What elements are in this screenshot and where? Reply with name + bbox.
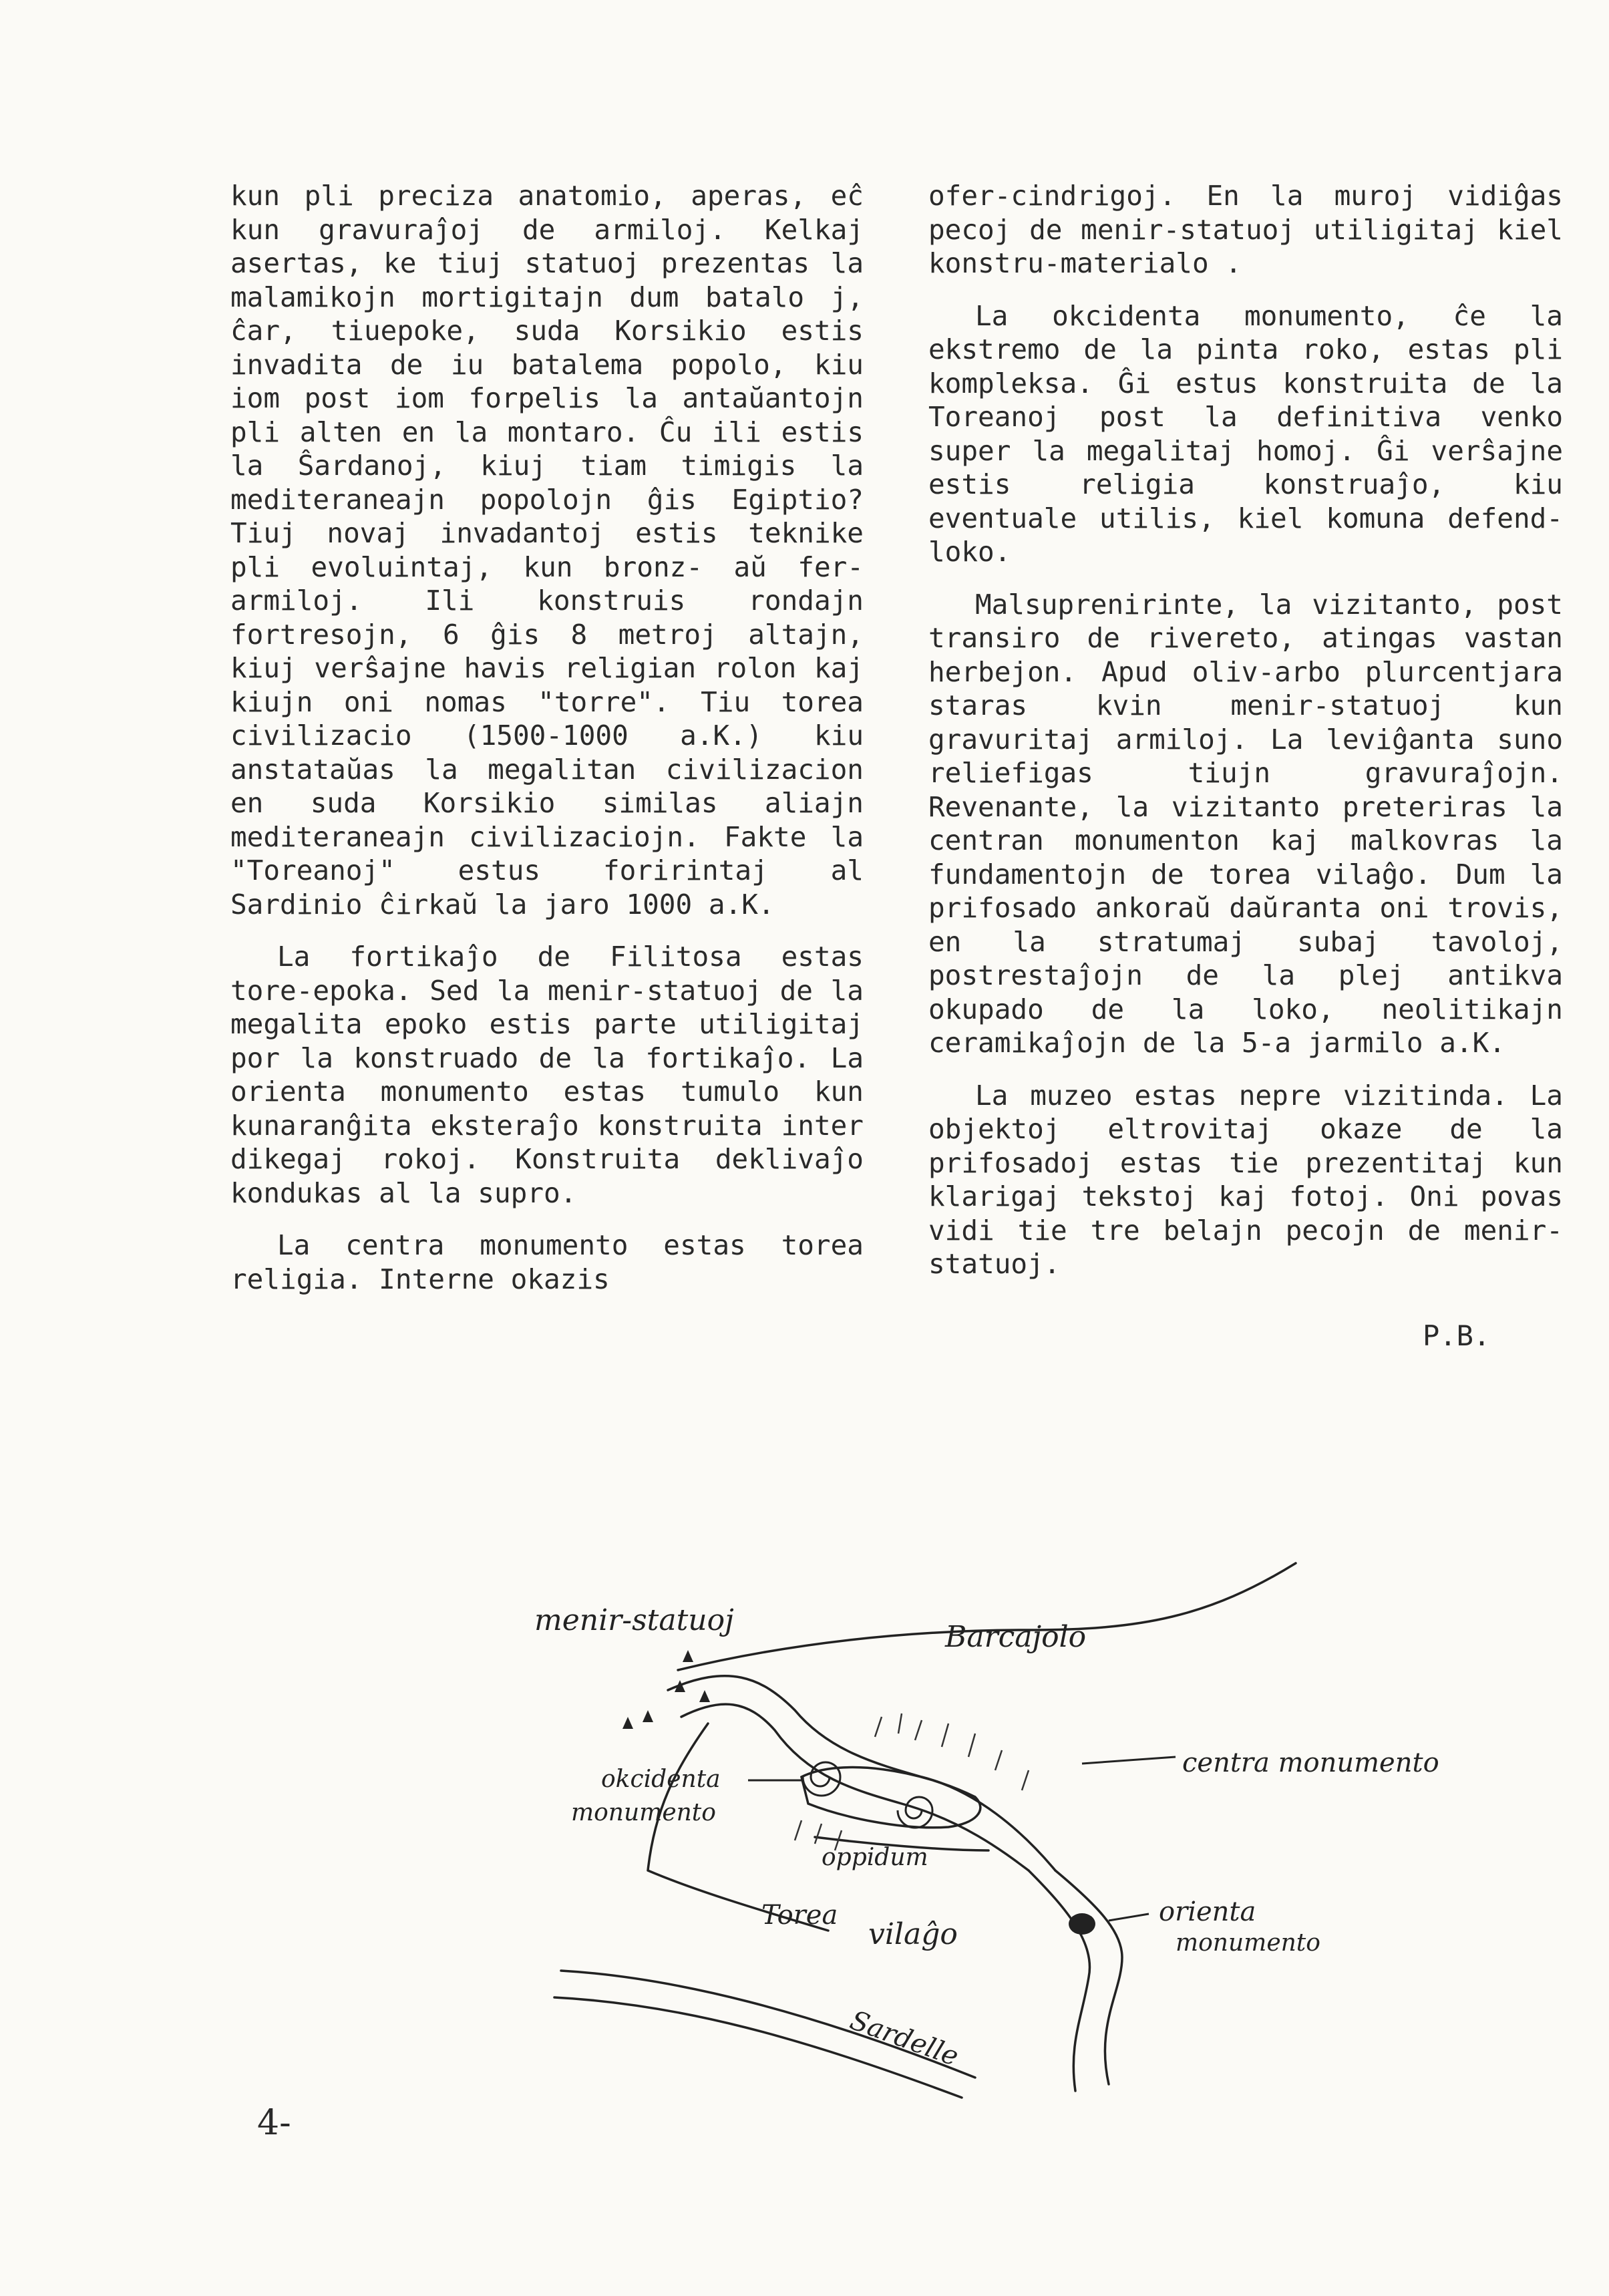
site-map-sketch: [508, 1556, 1439, 2104]
map-label-torea: Torea: [761, 1900, 838, 1931]
orient-monument-mark: [1069, 1913, 1095, 1935]
river-lower-course: [1029, 1870, 1122, 2091]
map-label-monumento-west: monumento: [571, 1799, 716, 1826]
map-label-sardelle: Sardelle: [846, 2005, 963, 2073]
paragraph: La okcidenta monumento, ĉe la ekstremo de la pinta roko, estas pli kompleksa. Ĝi estus konstruita de la Toreanoj post la definitiva venko super la megalitaj homoj. Ĝi verŝajne estis religia konstruaĵo, kiu eventuale utilis, kiel komuna defend-loko.: [928, 299, 1563, 568]
map-label-oppidum: oppidum: [822, 1844, 928, 1871]
page-number: 4-: [257, 2103, 291, 2143]
map-label-vilago: vilaĝo: [868, 1917, 958, 1951]
paragraph: La fortikaĵo de Filitosa estas tore-epoka. Sed la menir-statuoj de la megalita epoko estis parte utiligitaj por la konstruado de la fortikaĵo. La orienta monumento estas tumulo kun kunaranĝita eksteraĵo konstruita inter dikegaj rokoj. Konstruita deklivaĵo kondukas al la supro.: [230, 941, 864, 1209]
paragraph: kun pli preciza anatomio, aperas, eĉ kun gravuraĵoj de armiloj. Kelkaj asertas, ke tiuj statuoj prezentas la malamikojn mortigitajn dum batalo j, ĉar, tiuepoke, suda Korsikio estis invadita de iu batalema popolo, kiu iom post iom forpelis la antaŭantojn pli alten en la montaro. Ĉu ili estis la Ŝardanoj, kiuj tiam timigis la mediteraneajn popolojn ĝis Egiptio? Tiuj novaj invadantoj estis teknike pli evoluintaj, kun bronz- aŭ fer-armiloj. Ili konstruis rondajn fortresojn, 6 ĝis 8 metroj altajn, kiuj verŝajne havis religian rolon kaj kiujn oni nomas "torre". Tiu torea civilizacio (1500-1000 a.K.) kiu anstataŭas la megalitan civilizacion en suda Korsikio similas aliajn mediteraneajn civilizaciojn. Fakte la "Toreanoj" estus foririntaj al Sardinio ĉirkaŭ la jaro 1000 a.K.: [230, 180, 864, 921]
menir-triangle: [643, 1710, 653, 1722]
paragraph: Malsuprenirinte, la vizitanto, post transiro de rivereto, atingas vastan herbejon. Apud oliv-arbo plurcentjara staras kvin menir-statuoj kun gravuritaj armiloj. La leviĝanta suno reliefigas tiujn gravuraĵojn. Revenante, la vizitanto preteriras la centran monumenton kaj malkovras la fundamentojn de torea vilaĝo. Dum la prifosado ankoraŭ daŭranta oni trovis, en la stratumaj subaj tavoloj, postrestaĵojn de la plej antikva okupado de la loko, neolitikajn ceramikaĵojn de la 5-a jarmilo a.K.: [928, 588, 1563, 1059]
text-column-left: [230, 179, 864, 1296]
paragraph: ofer-cindrigoj. En la muroj vidiĝas pecoj de menir-statuoj utiligitaj kiel konstru-materialo .: [928, 180, 1563, 279]
map-label-okcidenta: okcidenta: [601, 1766, 721, 1793]
map-label-monumento-orienta: monumento: [1176, 1929, 1320, 1957]
map-label-orienta: orienta: [1159, 1897, 1256, 1927]
menir-triangle: [622, 1717, 633, 1729]
author-signature: P.B.: [1423, 1319, 1491, 1352]
text-column-right: [928, 179, 1563, 1281]
paragraph: La centra monumento estas torea religia. Interne okazis: [230, 1229, 864, 1295]
central-arrow-line: [1082, 1757, 1176, 1764]
map-label-menir-statuoj: menir-statuoj: [534, 1603, 734, 1637]
menir-triangle: [683, 1650, 693, 1662]
map-label-barcajolo: Barcajolo: [945, 1620, 1087, 1654]
hatching: [795, 1713, 1029, 1850]
map-label-centra-monumento: centra monumento: [1182, 1748, 1439, 1778]
barcajolo-stream: [678, 1563, 1296, 1670]
orient-arrow-line: [1109, 1914, 1149, 1921]
paragraph: La muzeo estas nepre vizitinda. La objektoj eltrovitaj okaze de la prifosadoj estas tie prezentitaj kun klarigaj tekstoj kaj fotoj. Oni povas vidi tie tre belajn pecojn de menir-statuoj.: [928, 1079, 1563, 1280]
menir-triangle: [699, 1690, 710, 1702]
